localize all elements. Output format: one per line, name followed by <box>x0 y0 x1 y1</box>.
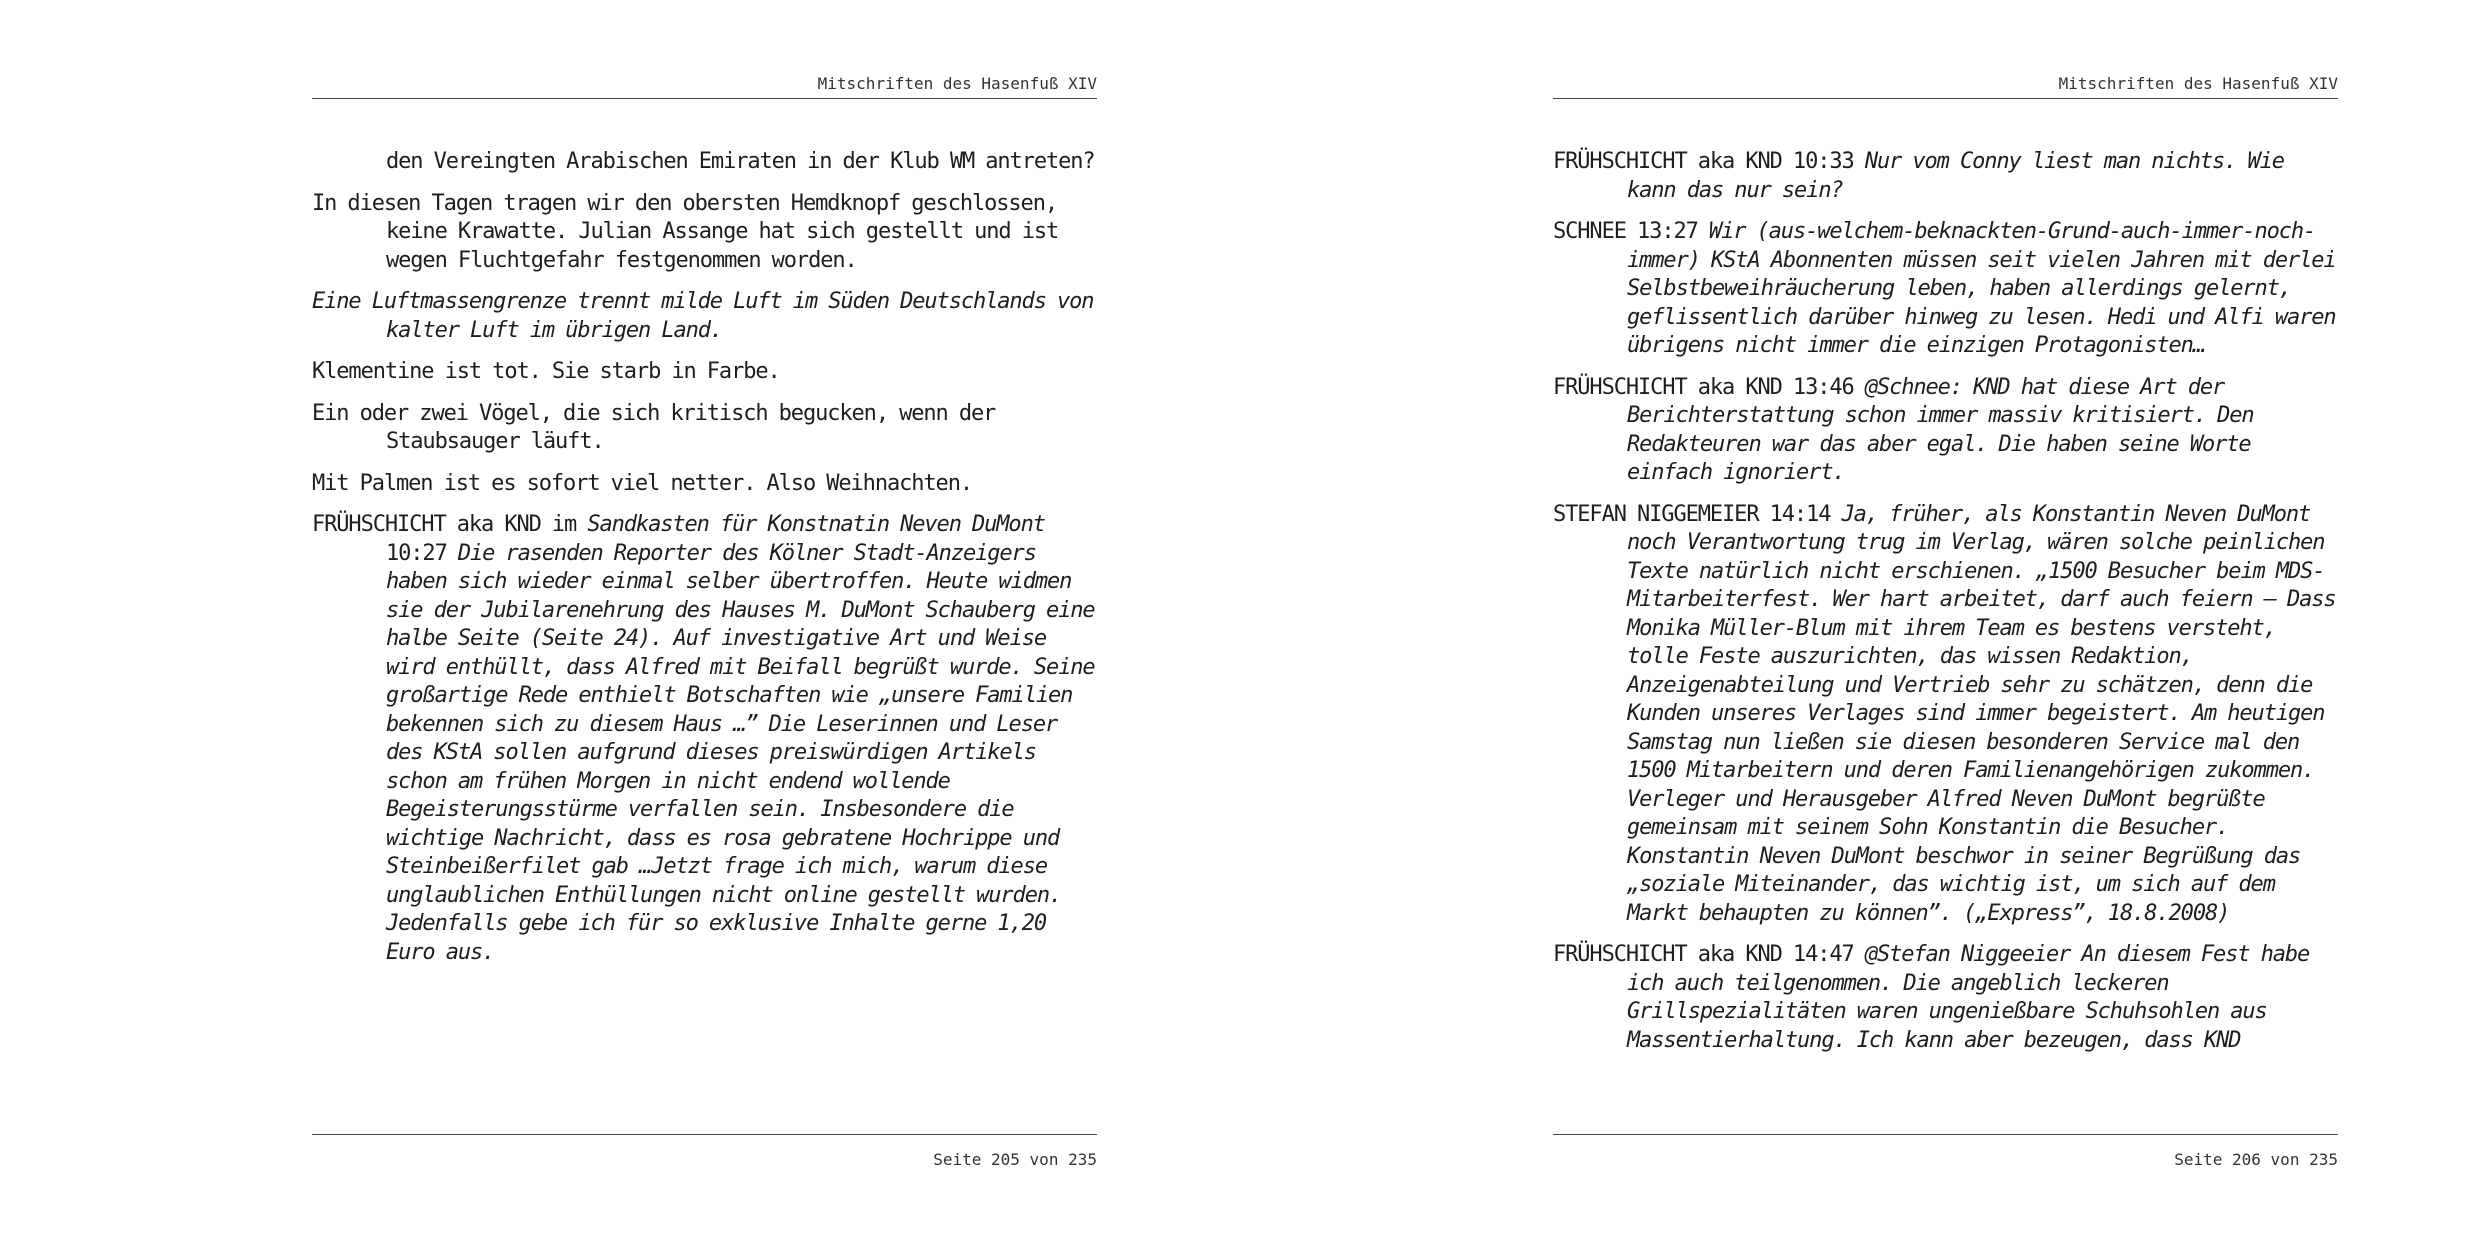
comment-time: 10:33 <box>1792 149 1854 174</box>
comment-author: FRÜHSCHICHT aka KND im <box>312 512 588 537</box>
page-header: Mitschriften des Hasenfuß XIV <box>817 74 1097 93</box>
page-body <box>1553 148 2343 1068</box>
left-page <box>312 0 1097 1240</box>
comment-text: Wir (aus-welchem-beknackten-Grund-auch-immer-noch-immer) KStA Abonnenten müssen seit vielen Jahren mit derlei Selbstbeweihräucherung leben, haben allerdings gelernt, geflissentlich darüber hinweg zu lesen. Hedi und Alfi waren übrigens nicht immer die einzigen Protagonisten… <box>1627 219 2336 358</box>
header-rule <box>1553 98 2338 99</box>
paragraph: Mit Palmen ist es sofort viel netter. Also Weihnachten. <box>312 470 972 496</box>
comment-text: Ja, früher, als Konstantin Neven DuMont noch Verantwortung trug im Verlag, wären solche peinlichen Texte natürlich nicht erschienen. „1500 Besucher beim MDS-Mitarbeiterfest. Wer hart arbeitet, darf auch feiern – Dass Monika Müller-Blum mit ihrem Team es bestens versteht, tolle Feste auszurichten, das wissen Redaktion, Anzeigenabteilung und Vertrieb sehr zu schätzen, denn die Kunden unseres Verlages sind immer begeistert. Am heutigen Samstag nun ließen sie diesen besonderen Service mal den 1500 Mitarbeitern und deren Familienangehörigen zukommen. Verleger und Herausgeber Alfred Neven DuMont begrüßte gemeinsam mit seinem Sohn Konstantin die Besucher. Konstantin Neven DuMont beschwor in seiner Begrüßung das „soziale Miteinander, das wichtig ist, um sich auf dem Markt behaupten zu können”. („Express”, 18.8.2008) <box>1627 501 2336 926</box>
comment-time: 14:14 <box>1769 501 1831 527</box>
paragraph: Klementine ist tot. Sie starb in Farbe. <box>312 359 780 384</box>
header-rule <box>312 98 1097 99</box>
comment-target: Sandkasten für Konstnatin Neven DuMont <box>587 512 1045 537</box>
comment-entry <box>312 511 1102 967</box>
paragraph: Eine Luftmassengrenze trennt milde Luft im Süden Deutschlands von kalter Luft im übrigen Land. <box>312 289 1094 343</box>
comment-entry <box>1553 148 2343 205</box>
page-body <box>312 148 1102 980</box>
paragraph: In diesen Tagen tragen wir den obersten Hemdknopf geschlossen, keine Krawatte. Julian Assange hat sich gestellt und ist wegen Fluchtgefahr festgenommen worden. <box>312 190 1059 273</box>
comment-entry <box>1553 941 2343 1055</box>
right-page <box>1553 0 2338 1240</box>
paragraph: den Vereingten Arabischen Emiraten in der Klub WM antreten? <box>386 149 1095 174</box>
comment-entry <box>1553 374 2343 488</box>
paragraph: Ein oder zwei Vögel, die sich kritisch begucken, wenn der Staubsauger läuft. <box>312 400 996 454</box>
page-header: Mitschriften des Hasenfuß XIV <box>2058 74 2338 93</box>
footer-rule <box>312 1134 1097 1135</box>
comment-author: STEFAN NIGGEMEIER <box>1553 501 1759 527</box>
comment-text: Nur vom Conny liest man nichts. Wie kann das nur sein? <box>1627 149 2284 203</box>
page-number: Seite 205 von 235 <box>933 1150 1097 1169</box>
comment-text: @Stefan Niggeeier An diesem Fest habe ich auch teilgenommen. Die angeblich leckeren Grillspezialitäten waren ungenießbare Schuhsohlen aus Massentierhaltung. Ich kann aber bezeugen, dass KND <box>1627 942 2310 1053</box>
comment-time: 10:27 <box>386 540 458 566</box>
comment-author: SCHNEE <box>1553 219 1626 244</box>
comment-entry <box>1553 218 2343 361</box>
page-number: Seite 206 von 235 <box>2174 1150 2338 1169</box>
comment-author: FRÜHSCHICHT aka KND <box>1553 149 1782 174</box>
comment-time: 14:47 <box>1792 942 1854 967</box>
comment-text: Die rasenden Reporter des Kölner Stadt-Anzeigers haben sich wieder einmal selber übertroffen. Heute widmen sie der Jubilarenehrung des Hauses M. DuMont Schauberg eine halbe Seite (Seite 24). Auf investigative Art und Weise wird enthüllt, dass Alfred mit Beifall begrüßt wurde. Seine großartige Rede enthielt Botschaften wie „unsere Familien bekennen sich zu diesem Haus …” Die Leserinnen und Leser des KStA sollen aufgrund dieses preiswürdigen Artikels schon am frühen Morgen in nicht endend wollende Begeisterungsstürme verfallen sein. Insbesondere die wichtige Nachricht, dass es rosa gebratene Hochrippe und Steinbeißerfilet gab …Jetzt frage ich mich, warum diese unglaublichen Enthüllungen nicht online gestellt wurden. Jedenfalls gebe ich für so exklusive Inhalte gerne 1,20 Euro aus. <box>386 540 1095 965</box>
comment-author: FRÜHSCHICHT aka KND <box>1553 374 1782 400</box>
comment-time: 13:46 <box>1792 374 1854 400</box>
footer-rule <box>1553 1134 2338 1135</box>
comment-text: @Schnee: KND hat diese Art der Berichterstattung schon immer massiv kritisiert. Den Redakteuren war das aber egal. Die haben seine Worte einfach ignoriert. <box>1627 374 2254 485</box>
comment-author: FRÜHSCHICHT aka KND <box>1553 942 1782 967</box>
comment-time: 13:27 <box>1637 219 1698 244</box>
comment-entry <box>1553 501 2343 929</box>
